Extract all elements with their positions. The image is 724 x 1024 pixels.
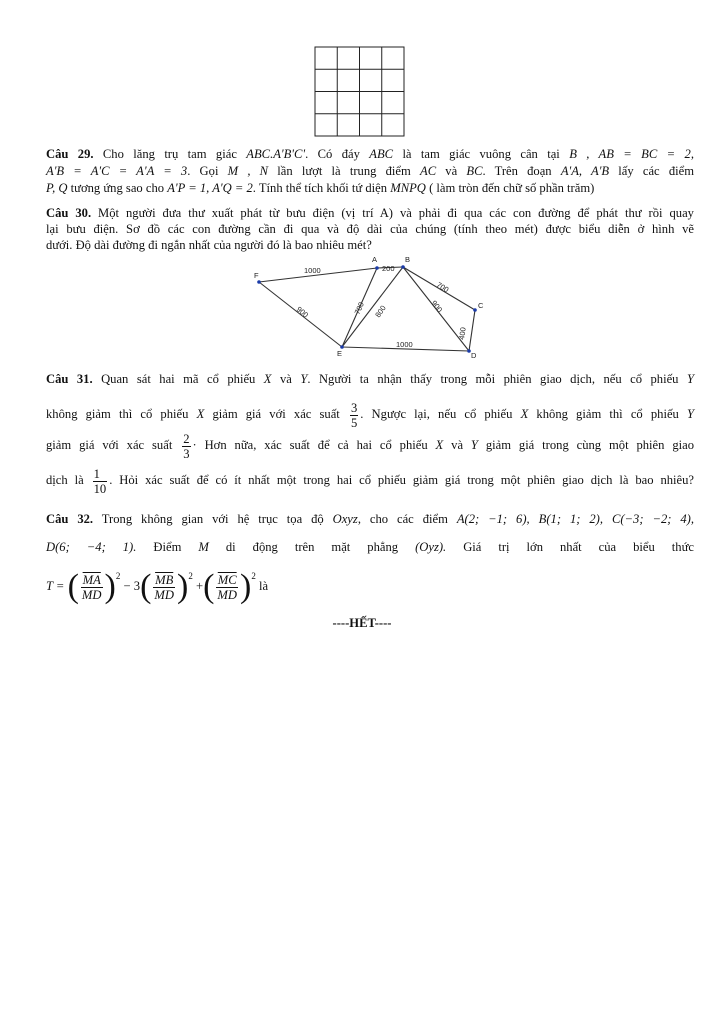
q32-line-2: D(6; −4; 1). Điểm M di động trên mặt phẳng (Oyz). Giá trị lớn nhất của biểu thức xyxy=(46,540,695,554)
node-label-A: A xyxy=(372,255,378,264)
edge-C-D xyxy=(469,310,475,351)
q30-line-2: lại bưu điện. Sơ đồ các con đường cần đi qua và độ dài của chúng (tính theo mét) được biểu diễn ở hình vẽ xyxy=(46,222,694,236)
node-C xyxy=(473,308,477,312)
edge-label-F-E: 900 xyxy=(294,304,311,320)
q32-formula: T = ( $\frac{\overline{MA}}{MD}$ )$^2$ − 3( $\frac{\overline{MB}}{MD}$ )$^2$ +( $\frac{\overline{MC}}{MD}$ )$^2$ là xyxy=(46,568,269,606)
q31-line-2: không giảm thì cổ phiếu X giảm giá với xác suất $\frac{3}{5}$ . Ngược lại, nếu cổ phiếu X không giảm thì cổ phiếu Y xyxy=(46,400,695,430)
edge-label-A-E: 700 xyxy=(352,300,366,316)
edge-label-B-C: 700 xyxy=(434,280,451,295)
fraction-2-3: $\frac{2}{3}$ xyxy=(183,431,190,461)
q29-line-3: P, Q tương ứng sao cho A'P = 1, A'Q = 2. Tính thể tích khối tứ diện MNPQ ( làm tròn đến chữ số phần trăm) xyxy=(46,181,595,195)
end-marker: ----HẾT---- xyxy=(332,616,392,630)
q32-label: Câu 32. xyxy=(46,512,94,526)
fraction-MA-MD: $\frac{\overline{MA}}{MD}$ xyxy=(81,572,102,602)
q30-line-3: dưới. Độ dài đường đi ngắn nhất của người đó là bao nhiêu mét? xyxy=(46,238,372,252)
node-label-B: B xyxy=(405,255,411,264)
edge-label-F-A: 1000 xyxy=(304,266,321,275)
q31-line-4: dịch là $\frac{1}{10}$ . Hỏi xác suất để có ít nhất một trong hai cổ phiếu giảm giá trong một phiên giao dịch là bao nhiêu? xyxy=(46,466,695,496)
edge-label-C-D: 400 xyxy=(457,326,468,341)
fraction-1-10: $\frac{1}{10}$ xyxy=(93,466,107,496)
node-label-E: E xyxy=(337,349,343,358)
q30-label: Câu 30. xyxy=(46,206,92,220)
node-B xyxy=(401,265,405,269)
q31-label: Câu 31. xyxy=(46,372,93,386)
q31-line-3: giảm giá với xác suất $\frac{2}{3}$ · Hơn nữa, xác suất để cả hai cổ phiếu X và Y giảm giá trong cùng một phiên giao xyxy=(46,431,695,461)
q31-line-1: Câu 31. Quan sát hai mã cổ phiếu X và Y. Người ta nhận thấy trong mỗi phiên giao dịch, nếu cổ phiếu Y xyxy=(46,372,694,386)
fraction-3-5: $\frac{3}{5}$ xyxy=(350,400,358,430)
node-label-F: F xyxy=(254,271,259,280)
fraction-MC-MD: $\frac{\overline{MC}}{MD}$ xyxy=(217,572,237,602)
q29-label: Câu 29. xyxy=(46,147,94,161)
edge-label-B-D: 900 xyxy=(429,298,445,315)
q30-line-1: Câu 30. Một người đưa thư xuất phát từ bưu điện (vị trí A) và phải đi qua các con đường để phát thư rồi quay xyxy=(46,206,694,220)
edge-label-E-D: 1000 xyxy=(396,340,413,349)
node-label-D: D xyxy=(471,351,477,360)
edge-label-B-E: 800 xyxy=(373,303,388,320)
node-F xyxy=(257,280,261,284)
q29-line-1: Câu 29. Cho lăng trụ tam giác ABC.A'B'C'. Có đáy ABC là tam giác vuông cân tại B , AB = BC = 2, xyxy=(46,147,694,161)
edge-label-A-B: 200 xyxy=(382,264,395,273)
node-A xyxy=(375,266,379,270)
q32-line-1: Câu 32. Trong không gian với hệ trục tọa độ Oxyz, cho các điểm A(2; −1; 6), B(1; 1; 2), C(−3; −2; 4), xyxy=(46,512,695,526)
network-diagram xyxy=(248,252,498,364)
fraction-MB-MD: $\frac{\overline{MB}}{MD}$ xyxy=(154,572,174,602)
grid-figure xyxy=(314,46,406,138)
q29-line-2: A'B = A'C = A'A = 3. Gọi M , N lần lượt là trung điểm AC và BC. Trên đoạn A'A, A'B lấy các điểm xyxy=(46,164,695,178)
node-label-C: C xyxy=(478,301,484,310)
